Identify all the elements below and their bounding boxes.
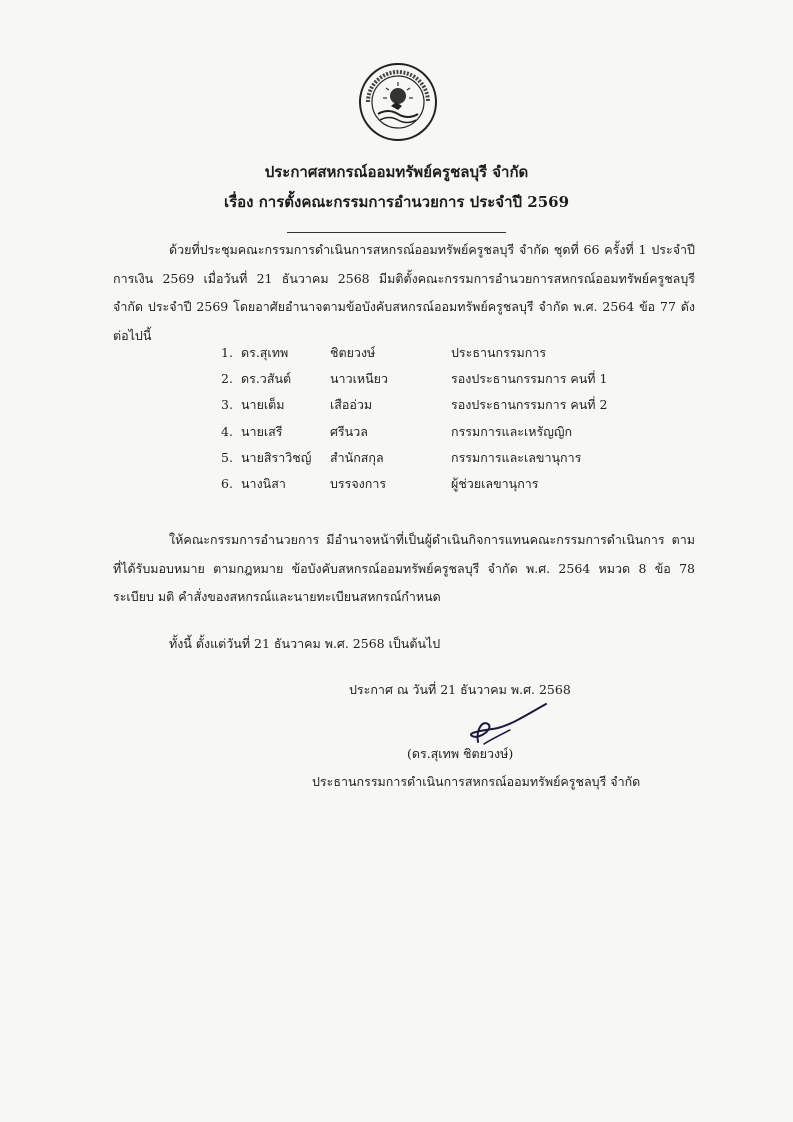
member-role: กรรมการและเลขานุการ (451, 449, 582, 465)
member-number: 3. (221, 397, 233, 413)
member-number: 6. (221, 475, 233, 491)
announcement-subject: เรื่อง การตั้งคณะกรรมการอำนวยการ ประจำปี 2569 (223, 193, 570, 211)
member-role: รองประธานกรรมการ คนที่ 1 (451, 371, 608, 387)
title-divider (287, 232, 506, 233)
member-first-name: ดร.สุเทพ (241, 345, 289, 360)
member-last-name: นาวเหนียว (330, 371, 388, 387)
member-number: 5. (221, 449, 233, 465)
member-first-name: นางนิสา (241, 475, 286, 491)
member-role: ผู้ช่วยเลขานุการ (451, 475, 539, 491)
member-number: 2. (221, 371, 233, 387)
member-role: ประธานกรรมการ (451, 345, 547, 360)
member-last-name: บรรจงการ (330, 475, 387, 491)
member-first-name: นายเต็ม (241, 397, 285, 413)
member-role: รองประธานกรรมการ คนที่ 2 (451, 397, 608, 413)
member-first-name: นายเสรี (241, 423, 283, 439)
issue-date: ประกาศ ณ วันที่ 21 ธันวาคม พ.ศ. 2568 (349, 682, 571, 697)
signer-title: ประธานกรรมการดำเนินการสหกรณ์ออมทรัพย์ครูชลบุรี จำกัด (312, 774, 641, 789)
member-number: 1. (221, 345, 233, 360)
member-last-name: ชิตยวงษ์ (330, 345, 376, 360)
signer-name: (ดร.สุเทพ ชิตยวงษ์) (407, 746, 514, 761)
member-number: 4. (221, 423, 233, 439)
member-first-name: ดร.วสันต์ (241, 371, 292, 387)
member-last-name: เสืออ่วม (330, 397, 373, 413)
member-last-name: ศรีนวล (330, 423, 368, 439)
opening-paragraph (113, 236, 695, 350)
opening-paragraph-text: ด้วยที่ประชุมคณะกรรมการดำเนินการสหกรณ์ออมทรัพย์ครูชลบุรี จำกัด ชุดที่ 66 ครั้งที่ 1 ประจำปีการเงิน 2569 เมื่อวันที่ 21 ธันวาคม 2568 มีมติตั้งคณะกรรมการอำนวยการสหกรณ์ออมทรัพย์ครูชลบุรี จำกัด ประจำปี 2569 โดยอาศัยอำนาจตามข้อบังคับสหกรณ์ออมทรัพย์ครูชลบุรี จำกัด พ.ศ. 2564 ข้อ 77 ดังต่อไปนี้ (113, 242, 695, 343)
effective-date: ทั้งนี้ ตั้งแต่วันที่ 21 ธันวาคม พ.ศ. 2568 เป็นต้นไป (169, 636, 441, 651)
member-last-name: สำนักสกุล (330, 449, 384, 465)
announcement-title: ประกาศสหกรณ์ออมทรัพย์ครูชลบุรี จำกัด (264, 163, 529, 181)
handwritten-signature (458, 700, 553, 750)
member-first-name: นายสิราวิชญ์ (241, 449, 312, 465)
authority-paragraph (113, 526, 695, 612)
authority-paragraph-text: ให้คณะกรรมการอำนวยการ มีอำนาจหน้าที่เป็นผู้ดำเนินกิจการแทนคณะกรรมการดำเนินการ ตามที่ได้รับมอบหมาย ตามกฎหมาย ข้อบังคับสหกรณ์ออมทรัพย์ครูชลบุรี จำกัด พ.ศ. 2564 หมวด 8 ข้อ 78 ระเบียบ มติ คำสั่งของสหกรณ์และนายทะเบียนสหกรณ์กำหนด (113, 532, 695, 604)
cooperative-seal-logo (358, 62, 438, 142)
member-role: กรรมการและเหรัญญิก (451, 423, 573, 439)
